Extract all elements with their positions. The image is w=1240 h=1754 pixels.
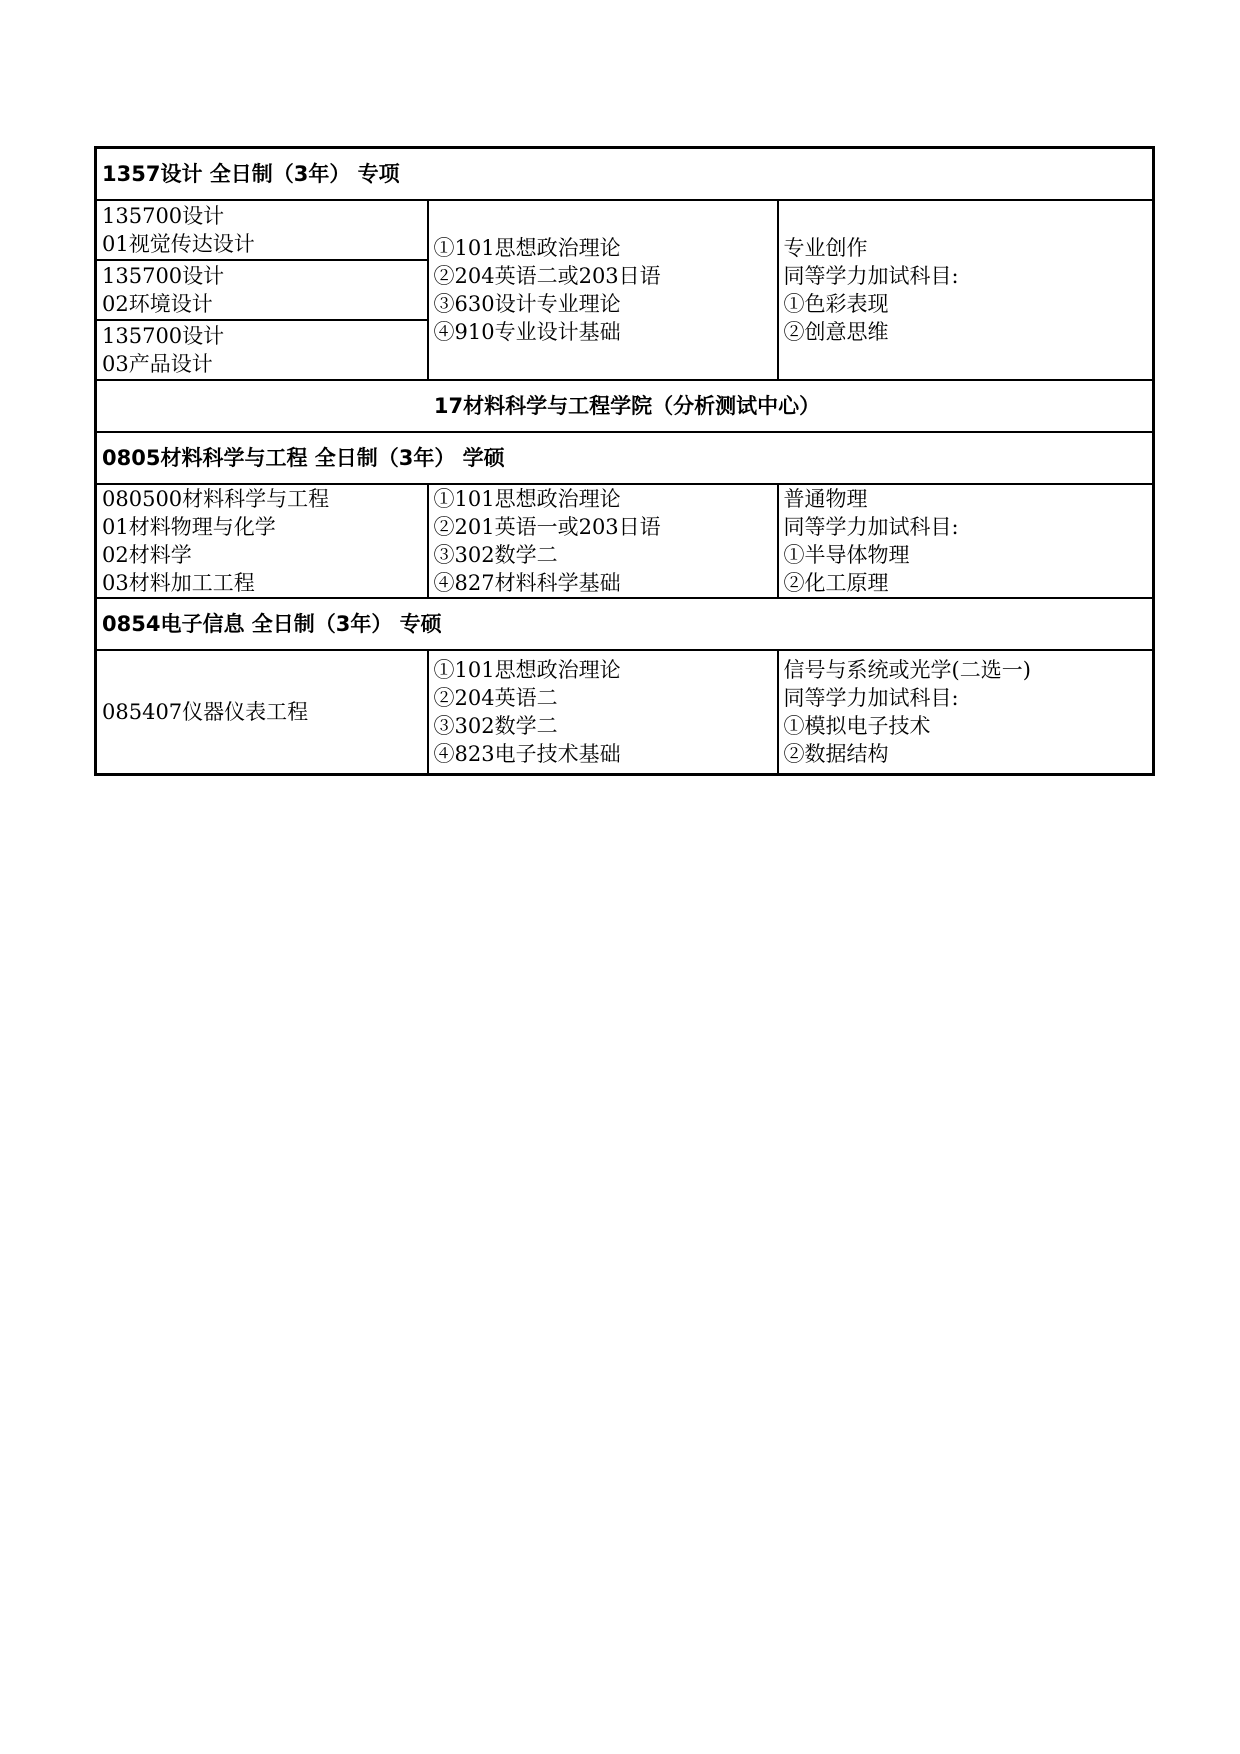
program-header-row xyxy=(96,148,1154,201)
exam-item: ①101思想政治理论 xyxy=(433,236,621,260)
major-direction: 03材料加工工程 xyxy=(102,571,255,595)
exam-item: ②204英语二或203日语 xyxy=(433,264,661,288)
major-cell xyxy=(96,484,428,598)
program-header-electronic: 0854电子信息 全日制（3年） 专硕 xyxy=(96,598,1154,650)
major-direction: 01视觉传达设计 xyxy=(102,232,255,256)
table-row xyxy=(96,650,1154,775)
retest-item: 同等学力加试科目: xyxy=(783,686,959,710)
exam-item: ①101思想政治理论 xyxy=(433,487,621,511)
retest-item: 同等学力加试科目: xyxy=(783,264,959,288)
exam-subjects-table xyxy=(94,146,1155,776)
exam-subjects-cell xyxy=(428,484,778,598)
major-cell xyxy=(96,260,428,320)
major-code: 080500材料科学与工程 xyxy=(102,487,330,511)
major-cell xyxy=(96,200,428,260)
table-row xyxy=(96,200,1154,260)
table-row xyxy=(96,484,1154,598)
exam-item: ②201英语一或203日语 xyxy=(433,515,661,539)
exam-item: ④823电子技术基础 xyxy=(433,742,621,766)
major-code: 085407仪器仪表工程 xyxy=(102,700,309,724)
retest-item: 普通物理 xyxy=(783,487,868,511)
major-code: 135700设计 xyxy=(102,264,225,288)
major-code: 135700设计 xyxy=(102,204,225,228)
retest-subjects-cell xyxy=(778,200,1154,380)
retest-item: ②数据结构 xyxy=(783,742,889,766)
exam-subjects-cell xyxy=(428,650,778,775)
program-header-materials: 0805材料科学与工程 全日制（3年） 学硕 xyxy=(96,432,1154,484)
exam-item: ②204英语二 xyxy=(433,686,558,710)
exam-item: ①101思想政治理论 xyxy=(433,658,621,682)
program-header-row xyxy=(96,432,1154,484)
major-code: 135700设计 xyxy=(102,324,225,348)
retest-item: 信号与系统或光学(二选一) xyxy=(783,658,1031,682)
retest-subjects-cell xyxy=(778,650,1154,775)
major-direction: 02环境设计 xyxy=(102,292,213,316)
exam-subjects-cell xyxy=(428,200,778,380)
college-header-row xyxy=(96,380,1154,432)
major-cell xyxy=(96,320,428,380)
retest-item: 专业创作 xyxy=(783,236,868,260)
exam-item: ④827材料科学基础 xyxy=(433,571,621,595)
retest-item: 同等学力加试科目: xyxy=(783,515,959,539)
retest-item: ②化工原理 xyxy=(783,571,889,595)
exam-item: ④910专业设计基础 xyxy=(433,320,621,344)
exam-item: ③630设计专业理论 xyxy=(433,292,621,316)
program-header-design: 1357设计 全日制（3年） 专项 xyxy=(96,148,1154,201)
program-header-row xyxy=(96,598,1154,650)
retest-item: ①色彩表现 xyxy=(783,292,889,316)
retest-item: ②创意思维 xyxy=(783,320,889,344)
retest-subjects-cell xyxy=(778,484,1154,598)
retest-item: ①模拟电子技术 xyxy=(783,714,931,738)
major-direction: 02材料学 xyxy=(102,543,192,567)
exam-item: ③302数学二 xyxy=(433,714,558,738)
major-direction: 01材料物理与化学 xyxy=(102,515,276,539)
major-direction: 03产品设计 xyxy=(102,352,213,376)
retest-item: ①半导体物理 xyxy=(783,543,910,567)
major-cell xyxy=(96,650,428,775)
college-title: 17材料科学与工程学院（分析测试中心） xyxy=(96,380,1154,432)
exam-item: ③302数学二 xyxy=(433,543,558,567)
